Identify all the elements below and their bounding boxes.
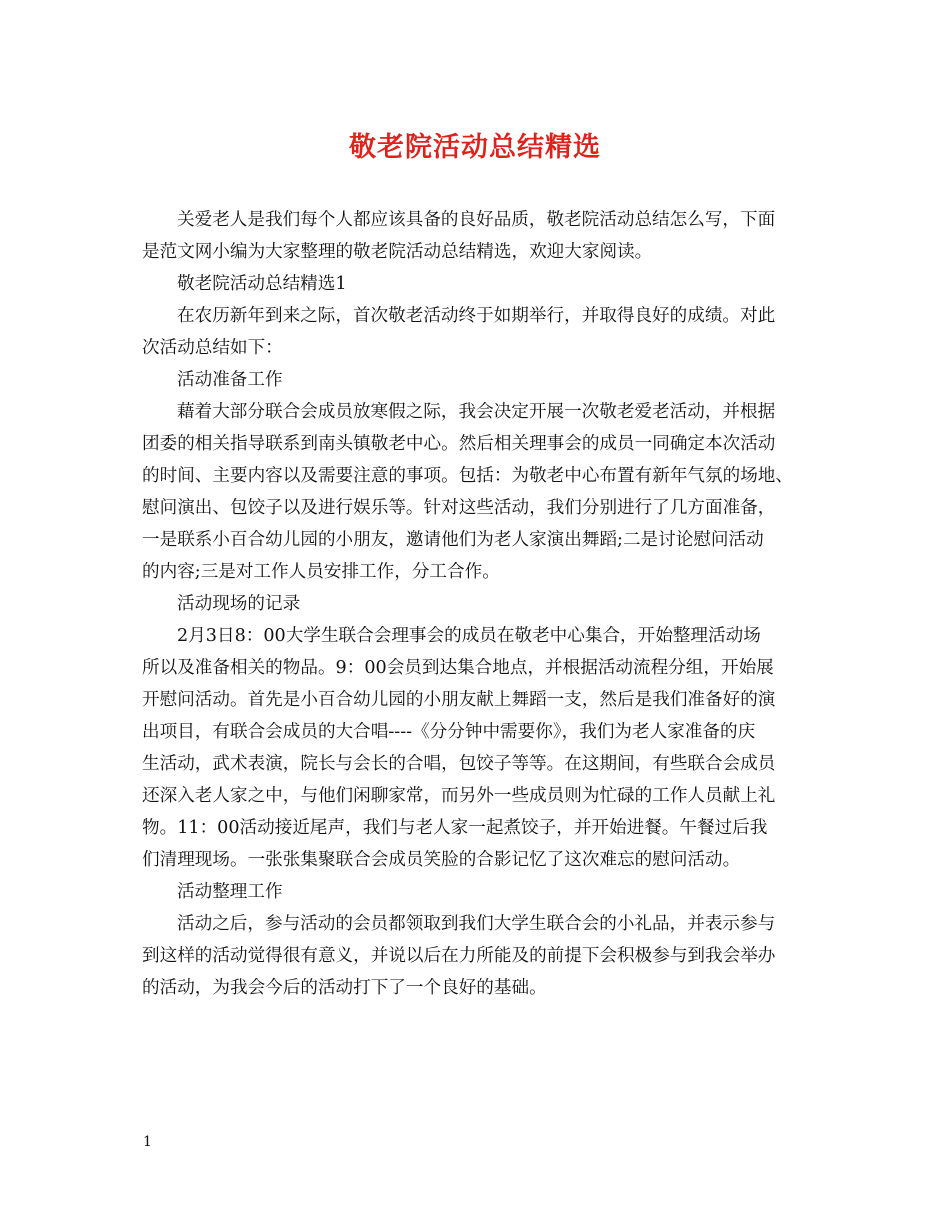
document-body <box>142 204 810 1004</box>
paragraph-line: 开慰问活动。首先是小百合幼儿园的小朋友献上舞蹈一支，然后是我们准备好的演 <box>142 690 776 710</box>
paragraph-line: 活动整理工作 <box>177 882 283 902</box>
paragraph-line: 活动之后，参与活动的会员都领取到我们大学生联合会的小礼品，并表示参与 <box>177 914 776 934</box>
document-title: 敬老院活动总结精选 <box>349 132 601 163</box>
paragraph-line: 所以及准备相关的物品。9：00会员到达集合地点，并根据活动流程分组，开始展 <box>142 658 774 678</box>
paragraph <box>142 396 810 588</box>
paragraph-line: 藉着大部分联合会成员放寒假之际，我会决定开展一次敬老爱老活动，并根据 <box>177 402 776 422</box>
paragraph-line: 慰问演出、包饺子以及进行娱乐等。针对这些活动，我们分别进行了几方面准备， <box>142 498 776 518</box>
paragraph-line: 2月3日8：00大学生联合会理事会的成员在敬老中心集合，开始整理活动场 <box>177 626 761 646</box>
paragraph <box>142 268 810 300</box>
paragraph-line: 到这样的活动觉得很有意义，并说以后在力所能及的前提下会积极参与到我会举办 <box>142 946 776 966</box>
paragraph <box>142 876 810 908</box>
paragraph-line: 是范文网小编为大家整理的敬老院活动总结精选，欢迎大家阅读。 <box>142 242 653 262</box>
paragraph <box>142 364 810 396</box>
paragraph <box>142 588 810 620</box>
paragraph-line: 关爱老人是我们每个人都应该具备的良好品质，敬老院活动总结怎么写，下面 <box>177 210 776 230</box>
paragraph-line: 敬老院活动总结精选1 <box>177 274 347 294</box>
paragraph-line: 出项目，有联合会成员的大合唱----《分分钟中需要你》，我们为老人家准备的庆 <box>142 722 756 742</box>
paragraph-line: 的活动，为我会今后的活动打下了一个良好的基础。 <box>142 978 547 998</box>
paragraph <box>142 908 810 1004</box>
paragraph <box>142 620 810 876</box>
paragraph-line: 在农历新年到来之际，首次敬老活动终于如期举行，并取得良好的成绩。对此 <box>177 306 776 326</box>
paragraph-line: 活动准备工作 <box>177 370 283 390</box>
paragraph-line: 活动现场的记录 <box>177 594 301 614</box>
paragraph-line: 的内容;三是对工作人员安排工作，分工合作。 <box>142 562 500 582</box>
paragraph <box>142 300 810 364</box>
paragraph-line: 团委的相关指导联系到南头镇敬老中心。然后相关理事会的成员一同确定本次活动 <box>142 434 776 454</box>
paragraph-line: 次活动总结如下： <box>142 338 283 358</box>
paragraph-line: 们清理现场。一张张集聚联合会成员笑脸的合影记忆了这次难忘的慰问活动。 <box>142 850 741 870</box>
page-number: 1 <box>143 1134 152 1150</box>
paragraph-line: 物。11：00活动接近尾声，我们与老人家一起煮饺子，并开始进餐。午餐过后我 <box>142 818 768 838</box>
paragraph-line: 的时间、主要内容以及需要注意的事项。包括：为敬老中心布置有新年气氛的场地、 <box>142 466 793 486</box>
paragraph-line: 一是联系小百合幼儿园的小朋友，邀请他们为老人家演出舞蹈;二是讨论慰问活动 <box>142 530 764 550</box>
paragraph-line: 生活动，武术表演，院长与会长的合唱，包饺子等等。在这期间，有些联合会成员 <box>142 754 776 774</box>
paragraph-line: 还深入老人家之中，与他们闲聊家常，而另外一些成员则为忙碌的工作人员献上礼 <box>142 786 776 806</box>
paragraph <box>142 204 810 268</box>
